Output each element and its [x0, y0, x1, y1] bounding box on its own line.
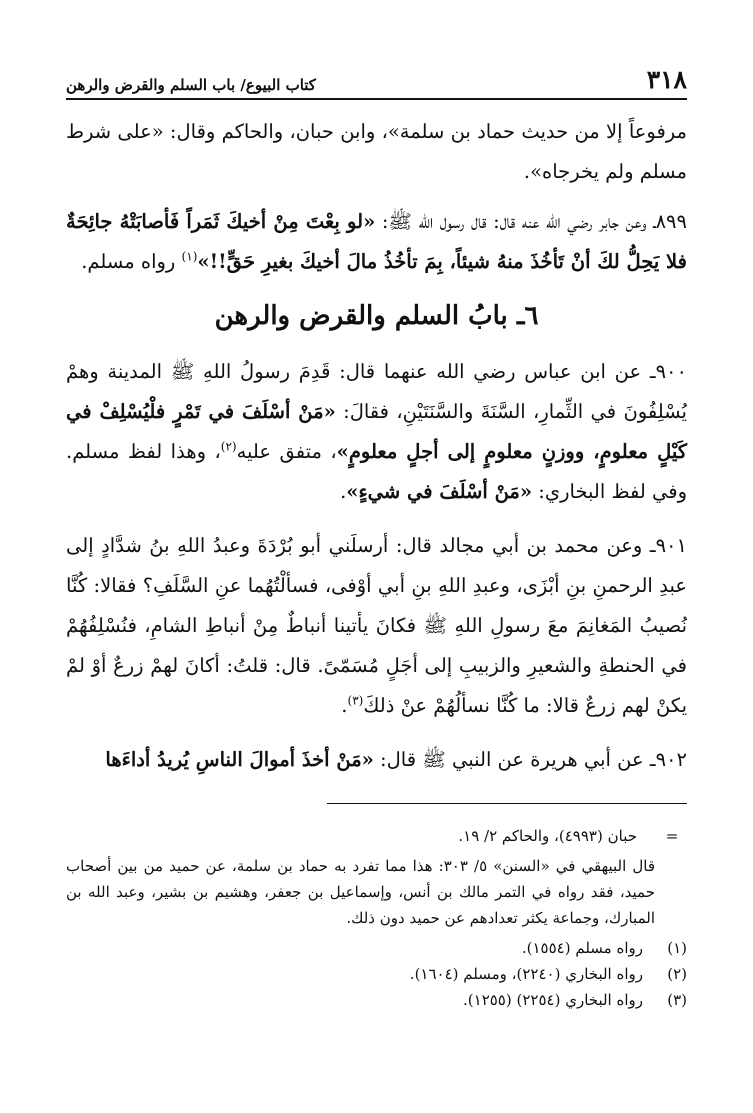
- footnote-text: رواه البخاري (٢٢٥٤) (١٢٥٥).: [463, 991, 643, 1009]
- footnote-paragraph: قال البيهقي في «السنن» ٥/ ٣٠٣: هذا مما تفرد به حماد بن سلمة، عن حميد من بين أصحاب حميد، فقد رواه في التمر مالك بن أنس، وإسماعيل بن جعفر، وهشيم بن بشير، وعبد الله بن المبارك، وجماعة يكثر تعدادهم عن حميد دون ذلك.: [66, 857, 656, 927]
- hadith-900-end: .: [340, 480, 347, 503]
- hadith-900: [66, 352, 687, 512]
- footnote-item: [66, 961, 687, 987]
- hadith-902-quote: «مَنْ أخذَ أموالَ الناسِ يُريدُ أداءَها: [105, 748, 374, 771]
- hadith-899: [66, 202, 687, 282]
- footnote-number: (٢): [667, 965, 687, 983]
- footnote-number: (٣): [667, 991, 687, 1009]
- hadith-901-text: ٩٠١ـ وعن محمد بن أبي مجالد قال: أرسلَني أبو بُرْدَةَ وعبدُ اللهِ بنُ شدَّادٍ إلى عبدِ الرحمنِ بنِ أبْزَى، وعبدِ اللهِ بنِ أبي أوْفى، فسألْتُهُما عنِ السَّلَفِ؟ فقالا: كُنَّا نُصيبُ المَغانِمَ معَ رسولِ اللهِ ﷺ فكانَ يأتينا أنباطٌ مِنْ أنباطِ الشامِ، فنُسْلِفُهُمْ في الحنطةِ والشعيرِ والزبيبِ إلى أجَلٍ مُسَمّىً. قال: قلتُ: أكانَ لهمْ زرعٌ أوْ لمْ يكنْ لهم زرعٌ قالا: ما كُنَّا نسألُهُمْ عنْ ذلكَ: [66, 534, 687, 717]
- footnote-divider: [327, 803, 687, 804]
- running-title: كتاب البيوع/ باب السلم والقرض والرهن: [66, 76, 316, 94]
- footnote-item: [66, 935, 687, 961]
- footnote-ref-2: (٢): [220, 439, 237, 454]
- footnote-text: رواه البخاري (٢٢٤٠)، ومسلم (١٦٠٤).: [409, 965, 643, 983]
- footnote-text: رواه مسلم (١٥٥٤).: [521, 939, 643, 957]
- hadith-900-intro: ٩٠٠ـ عن ابن عباس رضي الله عنهما قال: قَدِمَ رسولُ اللهِ ﷺ المدينة وهمْ يُسْلِفُونَ في الثِّمارِ، السَّنَةَ والسَّنَتَيْنِ، فقالَ:: [66, 360, 687, 423]
- hadith-900-wording: ، وهذا لفظ مسلم. وفي لفظ البخاري:: [66, 440, 687, 503]
- footnote-ref-1: (١): [181, 249, 198, 264]
- hadith-900-quote-1: «مَنْ أسْلَفَ في تَمْرٍ فلْيُسْلِفْ في كَيْلٍ معلومٍ، ووزنٍ معلومٍ إلى أجلٍ معلومٍ»: [66, 400, 688, 463]
- hadith-901: [66, 526, 687, 726]
- hadith-900-quote-2: «مَنْ أسْلَفَ في شيءٍ»: [346, 480, 533, 503]
- hadith-899-source: رواه مسلم.: [81, 250, 182, 273]
- main-text: [66, 112, 687, 794]
- hadith-901-end: .: [341, 694, 348, 717]
- paragraph-continuation: مرفوعاً إلا من حديث حماد بن سلمة»، وابن حبان، والحاكم وقال: «على شرط مسلم ولم يخرجاه».: [66, 120, 687, 183]
- footnote-ref-3: (٣): [347, 693, 364, 708]
- page-number: ٣١٨: [646, 65, 687, 94]
- footnote-continuation: [66, 823, 687, 849]
- hadith-900-agreed: ، متفق عليه: [236, 440, 337, 463]
- hadith-902-intro: ٩٠٢ـ عن أبي هريرة عن النبي ﷺ قال:: [373, 748, 687, 771]
- chapter-title: ٦ـ بابُ السلم والقرض والرهن: [214, 301, 539, 331]
- hadith-899-intro: ٨٩٩ـ وعن جابر رضي الله عنه قال: قال رسول الله ﷺ:: [375, 210, 687, 233]
- page-header: [66, 62, 687, 100]
- hadith-899-text: «لو بِعْتَ مِنْ أخيكَ ثَمَراً فَأصابَتْهُ جائِحَةٌ فلا يَحِلُّ لكَ أنْ تَأخُذَ منهُ شيئاً، بِمَ تأخُذُ مالَ أخيكَ بغيرِ حَقٍّ!!»: [66, 210, 687, 273]
- footnote-item: [66, 987, 687, 1013]
- continuation-mark: =: [665, 827, 679, 845]
- footnotes: [66, 823, 687, 1013]
- continuation-line: حبان (٤٩٩٣)، والحاكم ٢/ ١٩.: [458, 827, 637, 845]
- hadith-902: [66, 740, 687, 780]
- footnote-number: (١): [667, 939, 687, 957]
